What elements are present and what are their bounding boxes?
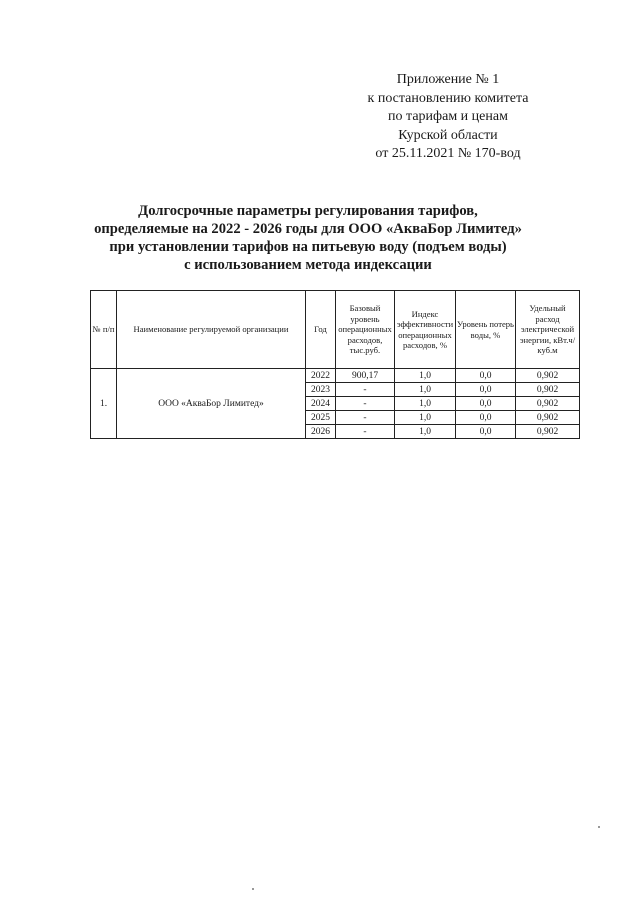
header-num: № п/п [91, 291, 117, 369]
cell-energy: 0,902 [516, 397, 580, 411]
org-name: ООО «АкваБор Лимитед» [117, 369, 306, 439]
row-number: 1. [91, 369, 117, 439]
cell-index: 1,0 [395, 411, 456, 425]
header-index: Индекс эффективности операционных расходов, % [395, 291, 456, 369]
cell-year: 2025 [306, 411, 336, 425]
cell-loss: 0,0 [456, 369, 516, 383]
cell-year: 2026 [306, 425, 336, 439]
cell-year: 2024 [306, 397, 336, 411]
cell-energy: 0,902 [516, 369, 580, 383]
cell-index: 1,0 [395, 397, 456, 411]
cell-energy: 0,902 [516, 411, 580, 425]
title-line: с использованием метода индексации [184, 257, 432, 273]
cell-base: 900,17 [336, 369, 395, 383]
cell-loss: 0,0 [456, 397, 516, 411]
appendix-header [338, 71, 558, 164]
header-base: Базовый уровень операционных расходов, тыс.руб. [336, 291, 395, 369]
cell-loss: 0,0 [456, 411, 516, 425]
cell-index: 1,0 [395, 383, 456, 397]
parameters-table [90, 290, 580, 439]
cell-loss: 0,0 [456, 425, 516, 439]
cell-base: - [336, 383, 395, 397]
document-title [90, 202, 526, 274]
cell-energy: 0,902 [516, 383, 580, 397]
appendix-line: от 25.11.2021 № 170-вод [375, 146, 521, 161]
header-year: Год [306, 291, 336, 369]
cell-base: - [336, 411, 395, 425]
cell-year: 2023 [306, 383, 336, 397]
scan-speck [252, 888, 254, 890]
cell-index: 1,0 [395, 369, 456, 383]
table-header-row [91, 291, 580, 369]
title-line: определяемые на 2022 - 2026 годы для ООО «АкваБор Лимитед» [94, 221, 522, 237]
cell-loss: 0,0 [456, 383, 516, 397]
cell-energy: 0,902 [516, 425, 580, 439]
header-loss: Уровень потерь воды, % [456, 291, 516, 369]
title-line: при установлении тарифов на питьевую воду (подъем воды) [109, 239, 507, 255]
appendix-line: по тарифам и ценам [388, 109, 508, 124]
cell-base: - [336, 425, 395, 439]
appendix-line: к постановлению комитета [367, 90, 529, 106]
appendix-line: Курской области [398, 127, 498, 143]
cell-year: 2022 [306, 369, 336, 383]
header-energy: Удельный расход электрической энергии, кВт.ч/куб.м [516, 291, 580, 369]
title-line: Долгосрочные параметры регулирования тарифов, [138, 203, 478, 219]
appendix-line: Приложение № 1 [396, 72, 500, 87]
scan-speck [598, 826, 600, 828]
header-org: Наименование регулируемой организации [117, 291, 306, 369]
table-row [91, 369, 580, 383]
cell-index: 1,0 [395, 425, 456, 439]
cell-base: - [336, 397, 395, 411]
